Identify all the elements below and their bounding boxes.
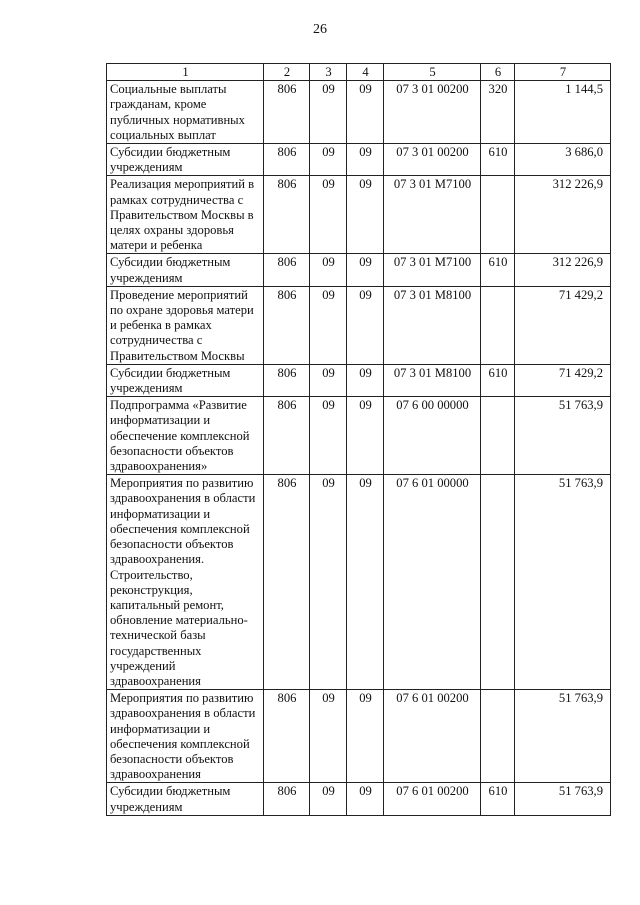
row-section-cell: 09 [310,364,347,396]
row-amount-cell: 3 686,0 [515,144,611,176]
table-row [107,397,611,475]
row-target-article-cell: 07 3 01 M7100 [384,176,481,254]
column-header: 3 [310,64,347,81]
row-subsection-cell: 09 [347,286,384,364]
row-expense-type-cell: 610 [481,254,515,286]
row-section-cell: 09 [310,783,347,815]
table-row [107,690,611,783]
column-header: 2 [264,64,310,81]
row-amount-cell: 51 763,9 [515,475,611,690]
row-target-article-cell: 07 6 01 00200 [384,690,481,783]
row-subsection-cell: 09 [347,144,384,176]
row-target-article-cell: 07 3 01 M7100 [384,254,481,286]
row-amount-cell: 1 144,5 [515,81,611,144]
row-subsection-cell: 09 [347,254,384,286]
column-header: 5 [384,64,481,81]
row-target-article-cell: 07 3 01 M8100 [384,286,481,364]
row-subsection-cell: 09 [347,475,384,690]
row-code-cell: 806 [264,254,310,286]
row-code-cell: 806 [264,144,310,176]
column-header: 1 [107,64,264,81]
row-name-cell: Субсидии бюджетным учреждениям [107,364,264,396]
row-name-cell: Мероприятия по развитию здравоохранения в области информатизации и обеспечения комплексной безопасности объектов здравоохранения. Строительство, реконструкция, капитальный ремонт, обновление материально-технической базы государственных учреждений здравоохранения [107,475,264,690]
budget-table [106,63,611,816]
row-expense-type-cell [481,475,515,690]
row-expense-type-cell: 320 [481,81,515,144]
row-expense-type-cell: 610 [481,144,515,176]
row-expense-type-cell [481,286,515,364]
table-row [107,364,611,396]
row-amount-cell: 71 429,2 [515,286,611,364]
row-code-cell: 806 [264,364,310,396]
row-section-cell: 09 [310,176,347,254]
row-expense-type-cell [481,397,515,475]
row-subsection-cell: 09 [347,81,384,144]
row-section-cell: 09 [310,144,347,176]
row-amount-cell: 71 429,2 [515,364,611,396]
table-row [107,475,611,690]
row-code-cell: 806 [264,176,310,254]
row-expense-type-cell [481,176,515,254]
row-section-cell: 09 [310,397,347,475]
table-row [107,81,611,144]
row-subsection-cell: 09 [347,690,384,783]
row-name-cell: Реализация мероприятий в рамках сотрудничества с Правительством Москвы в целях охраны здоровья матери и ребенка [107,176,264,254]
row-section-cell: 09 [310,81,347,144]
row-target-article-cell: 07 3 01 00200 [384,81,481,144]
row-amount-cell: 312 226,9 [515,254,611,286]
row-target-article-cell: 07 6 00 00000 [384,397,481,475]
row-name-cell: Субсидии бюджетным учреждениям [107,783,264,815]
row-name-cell: Субсидии бюджетным учреждениям [107,144,264,176]
row-subsection-cell: 09 [347,397,384,475]
column-header: 7 [515,64,611,81]
table-row [107,783,611,815]
row-code-cell: 806 [264,783,310,815]
table-row [107,286,611,364]
table-row [107,144,611,176]
row-code-cell: 806 [264,286,310,364]
row-name-cell: Субсидии бюджетным учреждениям [107,254,264,286]
row-section-cell: 09 [310,690,347,783]
row-target-article-cell: 07 3 01 00200 [384,144,481,176]
row-name-cell: Мероприятия по развитию здравоохранения в области информатизации и обеспечения комплексной безопасности объектов здравоохранения [107,690,264,783]
row-name-cell: Социальные выплаты гражданам, кроме публичных нормативных социальных выплат [107,81,264,144]
row-amount-cell: 51 763,9 [515,690,611,783]
row-code-cell: 806 [264,81,310,144]
row-section-cell: 09 [310,475,347,690]
row-section-cell: 09 [310,254,347,286]
row-code-cell: 806 [264,475,310,690]
row-expense-type-cell: 610 [481,783,515,815]
column-header: 6 [481,64,515,81]
row-target-article-cell: 07 3 01 M8100 [384,364,481,396]
row-subsection-cell: 09 [347,364,384,396]
header-row [107,64,611,81]
row-target-article-cell: 07 6 01 00200 [384,783,481,815]
table-row [107,176,611,254]
row-amount-cell: 312 226,9 [515,176,611,254]
row-target-article-cell: 07 6 01 00000 [384,475,481,690]
row-amount-cell: 51 763,9 [515,783,611,815]
row-name-cell: Проведение мероприятий по охране здоровья матери и ребенка в рамках сотрудничества с Правительством Москвы [107,286,264,364]
row-amount-cell: 51 763,9 [515,397,611,475]
row-section-cell: 09 [310,286,347,364]
page-number: 26 [313,22,327,37]
column-header: 4 [347,64,384,81]
row-code-cell: 806 [264,397,310,475]
row-name-cell: Подпрограмма «Развитие информатизации и обеспечение комплексной безопасности объектов здравоохранения» [107,397,264,475]
row-expense-type-cell: 610 [481,364,515,396]
row-subsection-cell: 09 [347,176,384,254]
table-row [107,254,611,286]
row-expense-type-cell [481,690,515,783]
row-subsection-cell: 09 [347,783,384,815]
row-code-cell: 806 [264,690,310,783]
